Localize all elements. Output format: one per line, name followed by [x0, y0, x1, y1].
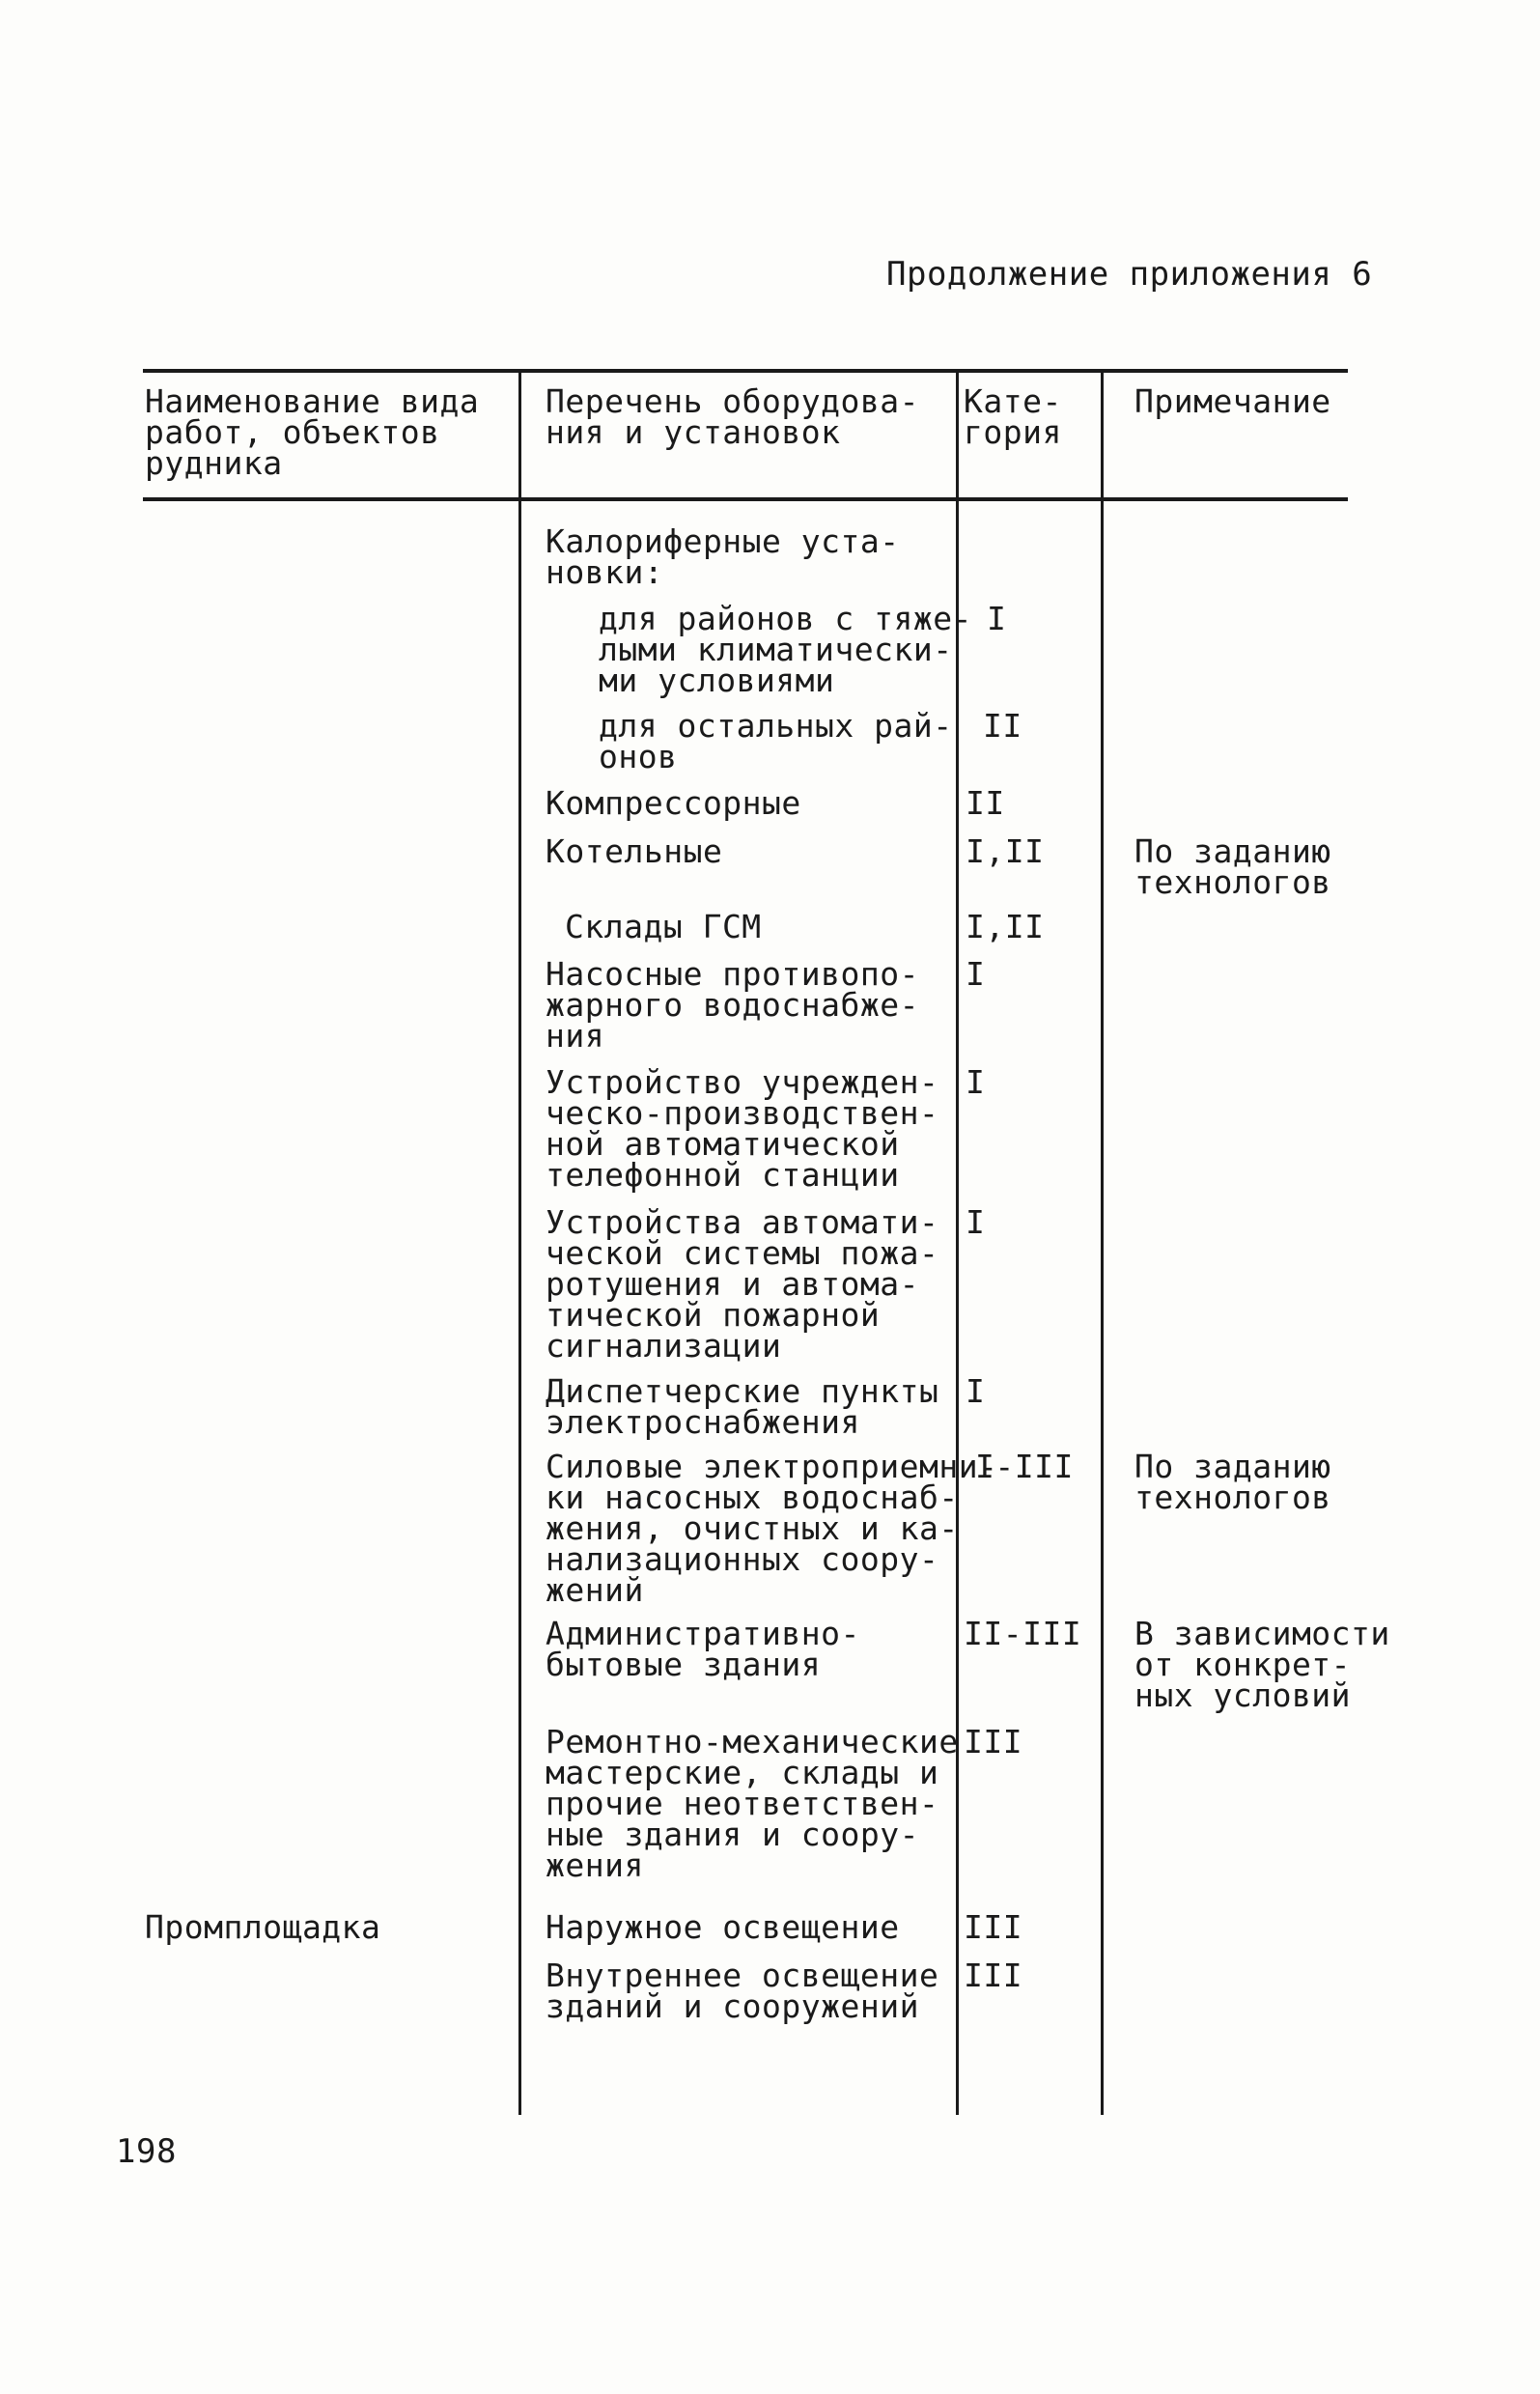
- note-cell: В зависимости от конкрет- ных условий: [1134, 1615, 1390, 1714]
- column-header-note: Примечание: [1134, 382, 1331, 420]
- table-top-rule: [143, 369, 1348, 373]
- equipment-cell: Административно- бытовые здания: [546, 1615, 860, 1683]
- category-cell: I: [966, 1203, 986, 1241]
- column-header-category: Кате- гория: [964, 382, 1062, 451]
- object-cell: Промплощадка: [145, 1908, 381, 1946]
- equipment-cell: Силовые электроприемни- ки насосных водоснаб- жения, очистных и ка- нализационных соору- жений: [546, 1448, 998, 1609]
- column-header-equipment: Перечень оборудова- ния и установок: [546, 382, 919, 451]
- equipment-cell: Диспетчерские пункты электроснабжения: [546, 1372, 939, 1441]
- category-cell: I: [966, 1063, 986, 1101]
- column-divider-1: [518, 371, 521, 2115]
- equipment-cell: Внутреннее освещение зданий и сооружений: [546, 1957, 939, 2025]
- equipment-cell: Устройство учрежден- ческо-производствен- ной автоматической телефонной станции: [546, 1063, 939, 1194]
- equipment-cell: Ремонтно-механические мастерские, склады и прочие неответствен- ные здания и соору- жения: [546, 1723, 959, 1884]
- equipment-cell: Наружное освещение: [546, 1908, 900, 1946]
- equipment-cell: Склады ГСМ: [565, 908, 762, 945]
- category-cell: I: [966, 1372, 986, 1410]
- category-cell: III: [964, 1908, 1023, 1946]
- category-cell: I: [966, 955, 986, 993]
- table-header-rule: [143, 497, 1348, 501]
- equipment-cell: Устройства автомати- ческой системы пожа- ротушения и автома- тической пожарной сигнализации: [546, 1203, 939, 1365]
- category-cell: II: [966, 784, 1005, 822]
- page-number: 198: [116, 2132, 177, 2171]
- equipment-cell: Насосные противопо- жарного водоснабже- ния: [546, 955, 919, 1055]
- category-cell: II: [983, 707, 1022, 745]
- category-cell: II-III: [964, 1615, 1082, 1652]
- column-divider-3: [1101, 371, 1104, 2115]
- category-cell: I-III: [975, 1448, 1074, 1485]
- column-header-object: Наименование вида работ, объектов рудника: [145, 382, 480, 482]
- equipment-cell: для районов с тяже- лыми климатически- ми условиями: [599, 600, 972, 699]
- category-cell: I: [987, 600, 1007, 637]
- equipment-cell: Компрессорные: [546, 784, 801, 822]
- category-cell: III: [964, 1723, 1023, 1760]
- note-cell: По заданию технологов: [1134, 1448, 1331, 1516]
- equipment-cell: для остальных рай- онов: [599, 707, 953, 775]
- category-cell: I,II: [966, 832, 1045, 870]
- category-cell: III: [964, 1957, 1023, 1994]
- equipment-cell: Калориферные уста- новки:: [546, 522, 900, 591]
- note-cell: По заданию технологов: [1134, 832, 1331, 901]
- continuation-header: Продолжение приложения 6: [886, 255, 1373, 294]
- equipment-cell: Котельные: [546, 832, 723, 870]
- category-cell: I,II: [966, 908, 1045, 945]
